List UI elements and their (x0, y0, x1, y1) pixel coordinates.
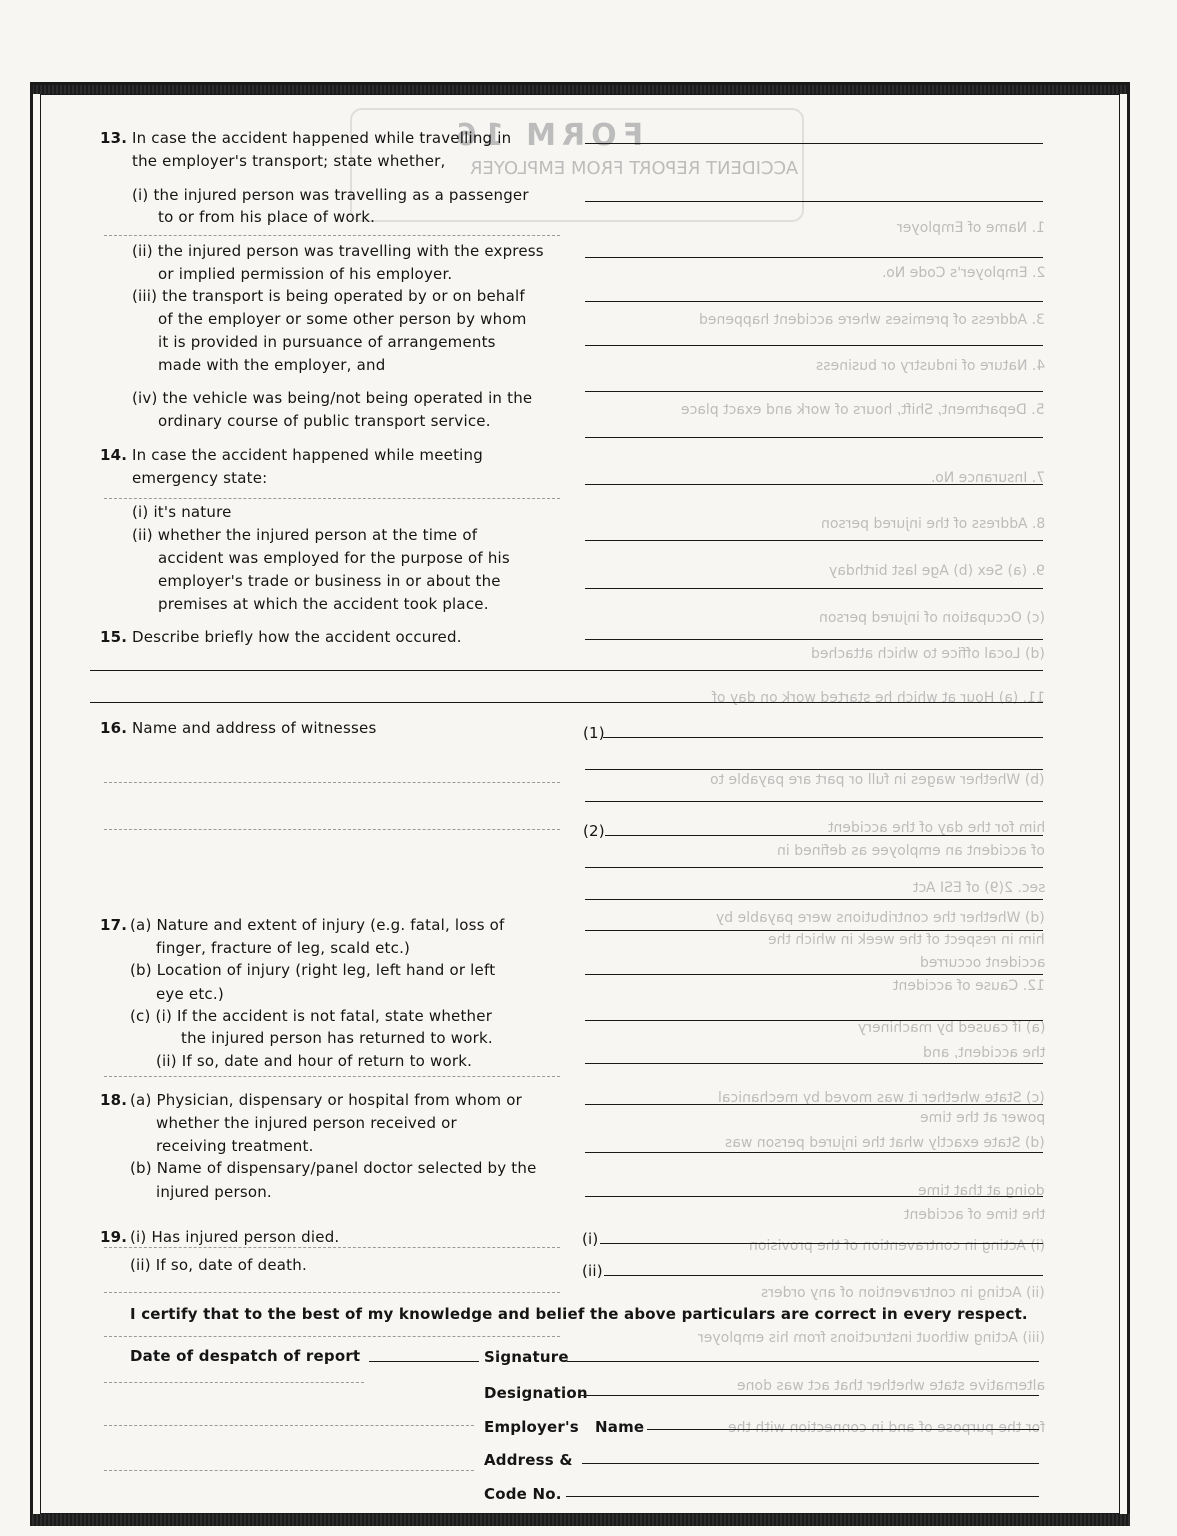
q15-answer-line-3[interactable] (90, 702, 1043, 703)
bleed-through-line: (ii) Acting in contravention of any orders (761, 1285, 1045, 1301)
q13-iv-answer-line-2[interactable] (585, 437, 1043, 438)
bleed-through-line: 5. Department, Shift, hours of work and exact place (681, 402, 1045, 418)
q14-ii-line2: accident was employed for the purpose of his (158, 549, 510, 567)
bleed-through-line: (i) Acting in contravention of the provision (748, 1238, 1045, 1254)
bleed-through-line: (c) State whether it was moved by mechanical (718, 1090, 1045, 1106)
q13-iii-answer-line-2[interactable] (585, 345, 1043, 346)
q18-number: 18. (100, 1091, 128, 1109)
q13-iii-line3: it is provided in pursuance of arrangements (158, 333, 496, 351)
frame-bottom-band (30, 1514, 1130, 1526)
q14-answer-line[interactable] (585, 484, 1043, 485)
q15-number: 15. (100, 628, 128, 646)
address-line[interactable] (582, 1463, 1039, 1464)
q16-witness-1-line-2[interactable] (585, 769, 1043, 770)
bleed-through-line: the time of accident (903, 1207, 1045, 1223)
q13-ii-answer-line[interactable] (585, 257, 1043, 258)
bleed-through-line: of accident an employee as defined in (777, 843, 1045, 859)
q16-number: 16. (100, 719, 128, 737)
q13-answer-line[interactable] (585, 143, 1043, 144)
bleed-through-line: 8. Address of the injured person (820, 516, 1045, 532)
q17-c-line3: (ii) If so, date and hour of return to work. (156, 1052, 473, 1070)
q18-a-line3: receiving treatment. (156, 1137, 314, 1155)
bleed-through-line: 2. Employer's Code No. (881, 265, 1045, 281)
despatch-date-line[interactable] (369, 1361, 479, 1362)
divider (104, 498, 560, 499)
q14-ii-line1: (ii) whether the injured person at the time of (132, 526, 478, 544)
q13-i-line1: (i) the injured person was travelling as a passenger (132, 186, 529, 204)
q16-witness-2-line-2[interactable] (585, 867, 1043, 868)
q13-ii-line2: or implied permission of his employer. (158, 265, 453, 283)
bleed-through-line: 12. Cause of accident (893, 978, 1045, 994)
divider (104, 1470, 474, 1471)
q19-number: 19. (100, 1228, 128, 1246)
bleed-through-line: (a) if caused by machinery (857, 1020, 1045, 1036)
bleed-through-line: 9. (a) Sex (b) Age last birthday (829, 563, 1045, 579)
despatch-date-label: Date of despatch of report (130, 1347, 361, 1365)
ghost-stamp-subtitle: ACCIDENT REPORT FROM EMPLOYER (470, 158, 799, 179)
q13-iii-line4: made with the employer, and (158, 356, 386, 374)
q19-answer-ii-label: (ii) (582, 1262, 603, 1280)
q14-ii-line3: employer's trade or business in or about the (158, 572, 501, 590)
q13-line2: the employer's transport; state whether, (132, 152, 446, 170)
q19-answer-ii-line[interactable] (604, 1275, 1043, 1276)
employer-name-line[interactable] (647, 1429, 1039, 1430)
bleed-through-line: the accident, and (922, 1045, 1045, 1061)
q18-a-line2: whether the injured person received or (156, 1114, 457, 1132)
q15-answer-line-1[interactable] (585, 639, 1043, 640)
divider (104, 1292, 560, 1293)
q13-ii-line1: (ii) the injured person was travelling with the express (132, 242, 544, 260)
q14-ii-answer-line-1[interactable] (585, 540, 1043, 541)
page-border-inner (40, 94, 1120, 1514)
q16-witness-2-label: (2) (583, 822, 605, 840)
ghost-stamp-title: FORM 16 (450, 118, 644, 153)
q17-c-line1: (c) (i) If the accident is not fatal, state whether (130, 1007, 493, 1025)
bleed-through-line: (d) Local office to which attached (811, 646, 1045, 662)
bleed-through-line: alternative state whether that act was done (736, 1378, 1045, 1394)
designation-label: Designation (484, 1384, 588, 1402)
divider (104, 235, 560, 236)
q16-witness-2-line-3[interactable] (585, 899, 1043, 900)
signature-label: Signature (484, 1348, 569, 1366)
bleed-through-line: sec. 2(9) of ESI Act (912, 880, 1045, 896)
q18-b-answer-line[interactable] (585, 1196, 1043, 1197)
bleed-through-line: (iii) Acting without instructions from his employer (698, 1330, 1045, 1346)
q18-a-answer-line-1[interactable] (585, 1104, 1043, 1105)
q18-a-line1: (a) Physician, dispensary or hospital from whom or (130, 1091, 522, 1109)
q14-number: 14. (100, 446, 128, 464)
bleed-through-line: for the purpose of and in connection with the (727, 1420, 1045, 1436)
certification-statement: I certify that to the best of my knowledge and belief the above particulars are correct in every respect. (130, 1305, 1028, 1323)
code-no-line[interactable] (566, 1496, 1039, 1497)
q18-b-line2: injured person. (156, 1183, 272, 1201)
q13-iii-answer-line-1[interactable] (585, 301, 1043, 302)
bleed-through-line: (d) State exactly what the injured person was (725, 1135, 1045, 1151)
q13-iii-line2: of the employer or some other person by whom (158, 310, 527, 328)
q13-iv-answer-line-1[interactable] (585, 391, 1043, 392)
q17-b-line2: eye etc.) (156, 985, 224, 1003)
bleed-through-line: him in respect of the week in which the (768, 932, 1045, 948)
code-no-label: Code No. (484, 1485, 562, 1503)
q17-c-line2: the injured person has returned to work. (181, 1029, 493, 1047)
bleed-through-line: power at the time (919, 1110, 1045, 1126)
q13-i-answer-line[interactable] (585, 201, 1043, 202)
divider (104, 1425, 474, 1426)
bleed-through-line: 1. Name of Employer (897, 220, 1045, 236)
q14-ii-answer-line-2[interactable] (585, 588, 1043, 589)
q17-b-line1: (b) Location of injury (right leg, left hand or left (130, 961, 496, 979)
q13-number: 13. (100, 129, 128, 147)
employer-name-label: Name (595, 1418, 645, 1436)
divider (104, 829, 560, 830)
divider (104, 1382, 364, 1383)
q13-iv-line2: ordinary course of public transport service. (158, 412, 491, 430)
bleed-through-line: 11. (a) Hour at which he started work on day of (712, 690, 1045, 706)
designation-line[interactable] (578, 1395, 1039, 1396)
q16-witness-1-line-3[interactable] (585, 801, 1043, 802)
q17-a-line2: finger, fracture of leg, scald etc.) (156, 939, 411, 957)
q15-text: Describe briefly how the accident occured. (132, 628, 462, 646)
signature-line[interactable] (567, 1361, 1039, 1362)
bleed-through-line: accident occurred (919, 955, 1045, 971)
bleed-through-line: (b) Whether wages in full or part are payable to (710, 772, 1045, 788)
divider (104, 1076, 560, 1077)
divider (104, 1336, 560, 1337)
bleed-through-line: (c) Occupation of injured person (819, 610, 1045, 626)
q19-i: (i) Has injured person died. (130, 1228, 340, 1246)
q16-text: Name and address of witnesses (132, 719, 377, 737)
divider (104, 782, 560, 783)
q14-line2: emergency state: (132, 469, 268, 487)
q16-witness-1-line[interactable] (603, 737, 1043, 738)
q16-witness-2-line[interactable] (605, 835, 1043, 836)
divider (104, 1247, 560, 1248)
address-label: Address & (484, 1451, 573, 1469)
bleed-through-line: him for the day of the accident (827, 820, 1045, 836)
q17-b-answer-line[interactable] (585, 974, 1043, 975)
q18-a-answer-line-2[interactable] (585, 1152, 1043, 1153)
q13-i-line2: to or from his place of work. (158, 208, 376, 226)
bleed-through-line: 3. Address of premises where accident happened (699, 312, 1045, 328)
bleed-through-line: doing at that time (918, 1183, 1045, 1199)
bleed-through-line: 7. Insurance No. (930, 470, 1045, 486)
q18-b-line1: (b) Name of dispensary/panel doctor selected by the (130, 1159, 537, 1177)
q14-ii-line4: premises at which the accident took place. (158, 595, 489, 613)
q19-answer-i-line[interactable] (600, 1243, 1043, 1244)
q16-witness-1-label: (1) (583, 724, 605, 742)
q17-a-line1: (a) Nature and extent of injury (e.g. fatal, loss of (130, 916, 505, 934)
q14-i: (i) it's nature (132, 503, 232, 521)
q19-answer-i-label: (i) (582, 1230, 599, 1248)
q13-line1: In case the accident happened while travelling in (132, 129, 512, 147)
q15-answer-line-2[interactable] (90, 670, 1043, 671)
employers-label: Employer's (484, 1418, 579, 1436)
q13-iv-line1: (iv) the vehicle was being/not being operated in the (132, 389, 533, 407)
q14-line1: In case the accident happened while meeting (132, 446, 483, 464)
q17-a-answer-line[interactable] (585, 930, 1043, 931)
q13-iii-line1: (iii) the transport is being operated by or on behalf (132, 287, 525, 305)
q19-ii: (ii) If so, date of death. (130, 1256, 307, 1274)
q17-c-answer-line-1[interactable] (585, 1020, 1043, 1021)
bleed-through-line: 4. Nature of industry or business (815, 358, 1045, 374)
bleed-through-line: (d) Whether the contributions were payable by (716, 910, 1045, 926)
q17-c-answer-line-2[interactable] (585, 1063, 1043, 1064)
q17-number: 17. (100, 916, 128, 934)
